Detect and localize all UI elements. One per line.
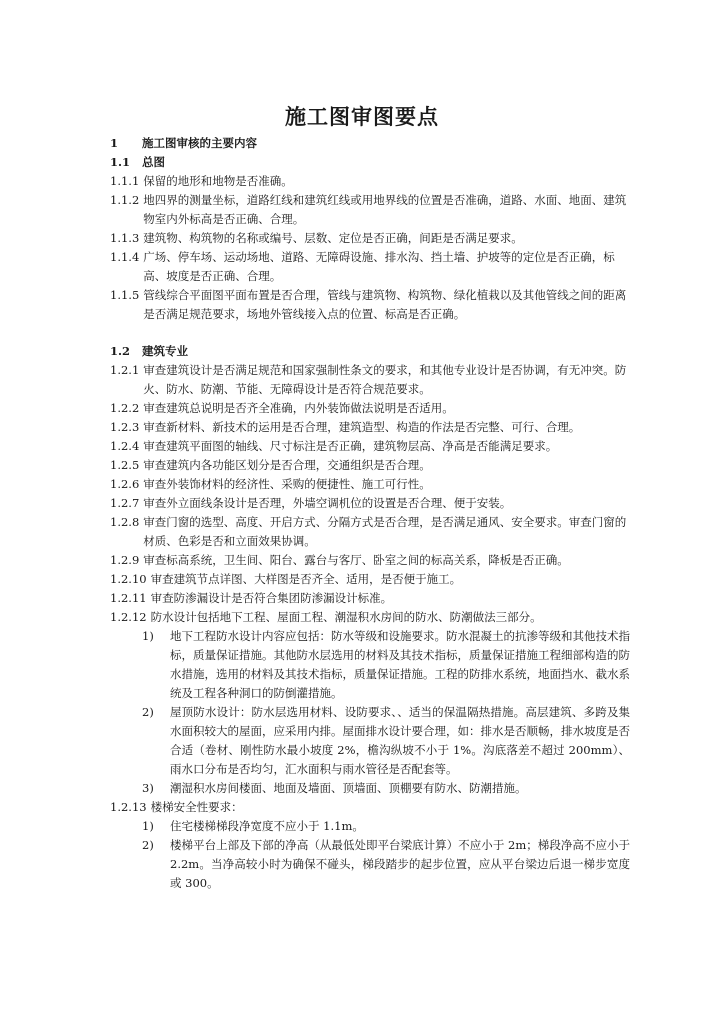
clause-text: 保留的地形和地物是否准确。 <box>143 174 293 188</box>
sub-item-text: 地下工程防水设计内容应包括：防水等级和设施要求。防水混凝土的抗渗等级和其他技术指标，质量保证措施。其他防水层选用的材料及其技术指标，质量保证措施工程细部构造的防水措施，选用的材料及其技术指标，质量保证措施。工程的防排水系统，地面挡水、截水系统及工程各种洞口的防倒灌措施。 <box>170 629 630 700</box>
clause-number: 1.1.4 <box>110 250 140 264</box>
section-number: 1 <box>110 136 119 150</box>
list-1-2-13 <box>110 817 630 893</box>
clause-text: 广场、停车场、运动场地、道路、无障碍设施、排水沟、挡土墙、护坡等的定位是否正确，标高、坡度是否正确、合理。 <box>143 250 615 283</box>
clause-number: 1.1.5 <box>110 288 140 302</box>
clause-number: 1.1.2 <box>110 193 140 207</box>
clause-number: 1.2.7 <box>110 496 140 510</box>
section-heading <box>110 134 630 153</box>
subsection-number: 1.2 <box>110 344 131 358</box>
clause-number: 1.1.1 <box>110 174 140 188</box>
clause-item <box>110 437 630 456</box>
sub-item <box>142 703 630 779</box>
clause-number: 1.2.5 <box>110 458 140 472</box>
clause-text: 审查建筑平面图的轴线、尺寸标注是否正确，建筑物层高、净高是否能满足要求。 <box>143 439 558 453</box>
clause-number: 1.1.3 <box>110 231 140 245</box>
clause-number: 1.2.4 <box>110 439 140 453</box>
clause-item <box>110 418 630 437</box>
sub-item <box>142 627 630 703</box>
clause-text: 审查建筑内各功能区划分是否合理，交通组织是否合理。 <box>143 458 431 472</box>
clause-text: 审查外立面线条设计是否理，外墙空调机位的设置是否合理、便于安装。 <box>143 496 512 510</box>
clause-number: 1.2.10 <box>110 572 147 586</box>
list-1-2-12 <box>110 627 630 798</box>
clause-text: 审查防渗漏设计是否符合集团防渗漏设计标准。 <box>150 591 393 605</box>
subsection-number: 1.1 <box>110 155 131 169</box>
sub-item <box>142 836 630 893</box>
sub-item-number: 3) <box>142 781 154 795</box>
clause-number: 1.2.13 <box>110 800 147 814</box>
clause-item <box>110 513 630 551</box>
section-label: 施工图审核的主要内容 <box>142 136 257 150</box>
document-body <box>110 134 630 893</box>
clause-text: 建筑物、构筑物的名称或编号、层数、定位是否正确，间距是否满足要求。 <box>143 231 523 245</box>
clause-text: 管线综合平面图平面布置是否合理，管线与建筑物、构筑物、绿化植栽以及其他管线之间的距离是否满足规范要求，场地外管线接入点的位置、标高是否正确。 <box>143 288 627 321</box>
clause-item <box>110 456 630 475</box>
subsection-heading <box>110 153 630 172</box>
clause-text: 审查新材料、新技术的运用是否合理，建筑造型、构造的作法是否完整、可行、合理。 <box>143 420 581 434</box>
clause-item <box>110 248 630 286</box>
clause-text: 审查外装饰材料的经济性、采购的便捷性、施工可行性。 <box>143 477 431 491</box>
clause-text: 审查建筑总说明是否齐全准确，内外装饰做法说明是否适用。 <box>143 401 454 415</box>
clause-item <box>110 286 630 324</box>
subsection-label: 建筑专业 <box>142 344 188 358</box>
clause-number: 1.2.6 <box>110 477 140 491</box>
list-1-2 <box>110 361 630 627</box>
clause-item <box>110 798 630 817</box>
clause-item <box>110 191 630 229</box>
sub-item-number: 2) <box>142 838 154 852</box>
sub-item-number: 1) <box>142 819 154 833</box>
clause-text: 地四界的测量坐标，道路红线和建筑红线或用地界线的位置是否准确，道路、水面、地面、建筑物室内外标高是否正确、合理。 <box>143 193 627 226</box>
subsection-label: 总图 <box>142 155 165 169</box>
sub-item-number: 2) <box>142 705 154 719</box>
spacer <box>110 324 630 342</box>
sub-item <box>142 817 630 836</box>
clause-item <box>110 589 630 608</box>
clause-item <box>110 494 630 513</box>
clause-item <box>110 399 630 418</box>
clause-number: 1.2.11 <box>110 591 147 605</box>
clause-number: 1.2.9 <box>110 553 140 567</box>
clause-text: 审查建筑设计是否满足规范和国家强制性条文的要求，和其他专业设计是否协调，有无冲突。防火、防水、防潮、节能、无障碍设计是否符合规范要求。 <box>143 363 627 396</box>
clause-item <box>110 551 630 570</box>
clause-number: 1.2.3 <box>110 420 140 434</box>
clause-number: 1.2.1 <box>110 363 140 377</box>
sub-item-text: 屋顶防水设计：防水层选用材料、设防要求、、适当的保温隔热措施。高层建筑、多跨及集水面积较大的屋面，应采用内排。屋面排水设计要合理，如：排水是否顺畅，排水坡度是否合适（卷材、刚性防水最小坡度 2%，檐沟纵坡不小于 1%。沟底落差不超过 200mm）、雨水口分布是否均匀，汇水面积与雨水管径是否配套等。 <box>170 705 630 776</box>
clause-text: 审查门窗的选型、高度、开启方式、分隔方式是否合理，是否满足通风、安全要求。审查门窗的材质、色彩是否和立面效果协调。 <box>143 515 627 548</box>
clause-text: 防水设计包括地下工程、屋面工程、潮湿积水房间的防水、防潮做法三部分。 <box>150 610 542 624</box>
clause-number: 1.2.8 <box>110 515 140 529</box>
page-title: 施工图审图要点 <box>285 105 439 129</box>
subsection-heading <box>110 342 630 361</box>
sub-item-text: 楼梯平台上部及下部的净高（从最低处即平台梁底计算）不应小于 2m；梯段净高不应小于 2.2m。当净高较小时为确保不碰头，梯段踏步的起步位置，应从平台梁边后退一梯步宽度或 300。 <box>170 838 630 890</box>
clause-item <box>110 475 630 494</box>
clause-number: 1.2.12 <box>110 610 147 624</box>
clause-text: 楼梯安全性要求： <box>150 800 243 814</box>
clause-number: 1.2.2 <box>110 401 140 415</box>
clause-text: 审查建筑节点详图、大样图是否齐全、适用，是否便于施工。 <box>150 572 462 586</box>
clause-item <box>110 229 630 248</box>
sub-item-number: 1) <box>142 629 154 643</box>
sub-item-text: 住宅楼梯梯段净宽度不应小于 1.1m。 <box>170 819 364 833</box>
clause-item <box>110 172 630 191</box>
clause-item <box>110 608 630 627</box>
sub-item-text: 潮湿积水房间楼面、地面及墙面、顶墙面、顶棚要有防水、防潮措施。 <box>170 781 527 795</box>
clause-item <box>110 361 630 399</box>
clause-text: 审查标高系统，卫生间、阳台、露台与客厅、卧室之间的标高关系，降板是否正确。 <box>143 553 569 567</box>
clause-item <box>110 570 630 589</box>
sub-item <box>142 779 630 798</box>
list-1-1 <box>110 172 630 324</box>
